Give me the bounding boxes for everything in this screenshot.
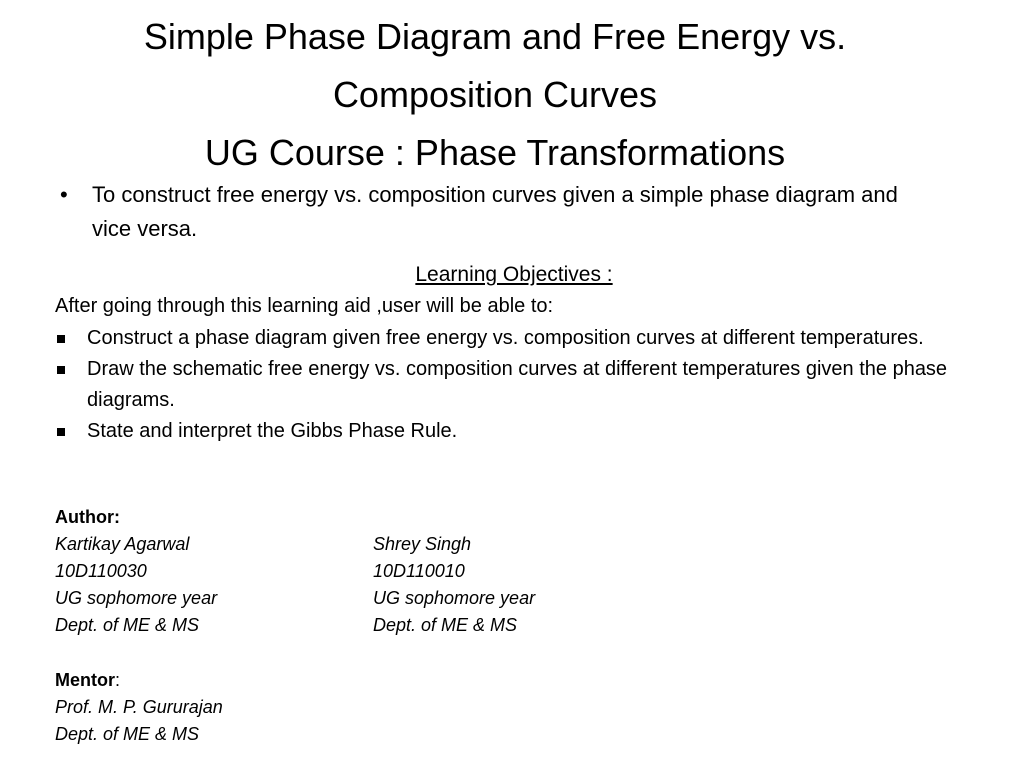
mentor-section bbox=[55, 667, 223, 748]
author-2-roll: 10D110010 bbox=[373, 561, 465, 581]
objective-item bbox=[55, 354, 955, 416]
mentor-colon: : bbox=[115, 670, 121, 690]
mentor-dept: Dept. of ME & MS bbox=[55, 724, 200, 744]
learning-objectives-intro: After going through this learning aid ,user will be able to: bbox=[55, 295, 554, 317]
slide-title bbox=[40, 8, 950, 182]
square-bullet-icon bbox=[57, 366, 65, 374]
author-section bbox=[55, 504, 755, 639]
title-line-1: Simple Phase Diagram and Free Energy vs. bbox=[143, 16, 847, 57]
mentor-heading: Mentor bbox=[55, 670, 115, 690]
square-bullet-icon bbox=[57, 335, 65, 343]
objective-text: State and interpret the Gibbs Phase Rule. bbox=[87, 420, 458, 442]
title-line-2: Composition Curves bbox=[332, 74, 658, 115]
author-2-name: Shrey Singh bbox=[373, 534, 472, 554]
learning-objectives-heading: Learning Objectives : bbox=[415, 263, 613, 286]
objective-text: Draw the schematic free energy vs. composition curves at different temperatures given the phase diagrams. bbox=[87, 358, 948, 411]
author-1-roll: 10D110030 bbox=[55, 561, 147, 581]
bullet-icon: • bbox=[60, 182, 68, 207]
author-heading: Author: bbox=[55, 507, 120, 527]
goal-text: To construct free energy vs. composition curves given a simple phase diagram and vice versa. bbox=[92, 182, 898, 241]
mentor-name: Prof. M. P. Gururajan bbox=[55, 697, 223, 717]
objective-text: Construct a phase diagram given free energy vs. composition curves at different temperatures. bbox=[87, 327, 924, 349]
objective-item bbox=[55, 416, 955, 447]
author-2-dept: Dept. of ME & MS bbox=[373, 615, 518, 635]
mentor-heading-line bbox=[55, 667, 223, 694]
author-1-dept: Dept. of ME & MS bbox=[55, 615, 200, 635]
author-2-year: UG sophomore year bbox=[373, 588, 536, 608]
title-line-3: UG Course : Phase Transformations bbox=[204, 132, 786, 173]
goal-bullet-item bbox=[60, 178, 910, 246]
objective-item bbox=[55, 323, 955, 354]
author-1-year: UG sophomore year bbox=[55, 588, 218, 608]
square-bullet-icon bbox=[57, 428, 65, 436]
objectives-list bbox=[55, 323, 955, 447]
author-1-name: Kartikay Agarwal bbox=[55, 534, 190, 554]
